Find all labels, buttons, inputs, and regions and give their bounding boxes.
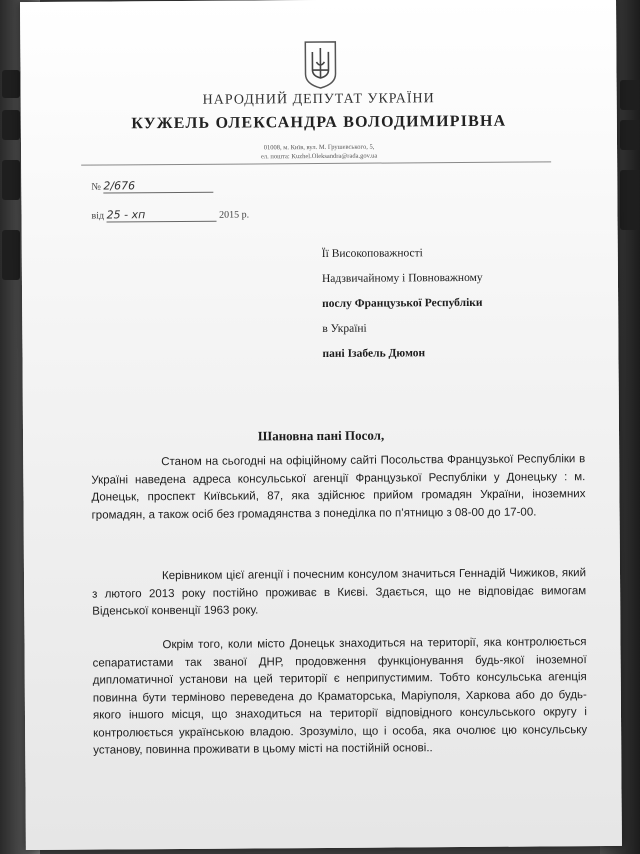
addressee-line: в Україні — [322, 322, 367, 335]
letterhead-name: КУЖЕЛЬ ОЛЕКСАНДРА ВОЛОДИМИРІВНА — [131, 112, 507, 133]
paragraph-1: Станом на сьогодні на офіційному сайті Посольства Французької Республіки в Україні наведена адреса консульської агенції Французької Республіки у Донецьку : м. Донецьк, проспект Київський, 87, яка здійснює прийом громадян України, іноземних громадян, а також осіб без громадянства з понеділка по п’ятницю з 08-00 до 17-00. — [91, 453, 586, 522]
addressee-line: послу Французької Республіки — [322, 296, 483, 310]
addressee-line: Надзвичайному і Повноважному — [321, 271, 483, 285]
keyboard-key — [2, 110, 20, 140]
paragraph-3: Окрім того, коли місто Донецьк знаходиться на території, яка контролюється сепаратистами так званої ДНР, продовження функціонування будь-якої іноземної дипломатичної установи на цей території є неприпустимим. Тобто консульська агенція повинна бути терміново переведена до Краматорська, Маріуполя, Харкова або до будь-якого іншого місця, що знаходиться на території відповідного консульського округу і контролюється українською владою. Зрозуміло, що і особа, яка очолює цю консульську установу, повинна проживати в цьому місті на постійній основі.. — [92, 636, 588, 757]
keyboard-key — [2, 230, 20, 280]
trident-emblem-icon — [302, 40, 338, 90]
letter-page — [20, 0, 622, 850]
keyboard-key — [2, 160, 20, 200]
keyboard-key — [620, 80, 638, 110]
keyboard-key — [620, 170, 638, 230]
keyboard-key — [620, 120, 638, 150]
letterhead-address: 01008, м. Київ, вул. М. Грушевського, 5, — [263, 143, 375, 152]
letterhead-email: ел. пошта: Kuzhel.Oleksandra@rada.gov.ua — [260, 152, 378, 161]
keyboard-key — [2, 70, 20, 98]
reference-number-value: 2/676 — [103, 179, 213, 194]
letterhead-title: НАРОДНИЙ ДЕПУТАТ УКРАЇНИ — [202, 91, 435, 108]
salutation: Шановна пані Посол, — [257, 427, 385, 444]
addressee-line: Її Високоповажності — [321, 247, 423, 260]
reference-date-value: 25 - хп — [107, 208, 217, 223]
paragraph-2: Керівником цієї агенції і почесним консулом значиться Геннадій Чижиков, який з лютого 2013 року постійно проживає в Києві. Здається, що не відповідає вимогам Віденської конвенції 1963 року. — [92, 567, 587, 618]
reference-date: від 25 - хп 2015 р. — [91, 208, 250, 222]
letterhead-divider — [81, 161, 551, 165]
addressee-name: пані Ізабель Дюмон — [322, 347, 426, 360]
reference-number: № 2/676 — [91, 179, 213, 194]
